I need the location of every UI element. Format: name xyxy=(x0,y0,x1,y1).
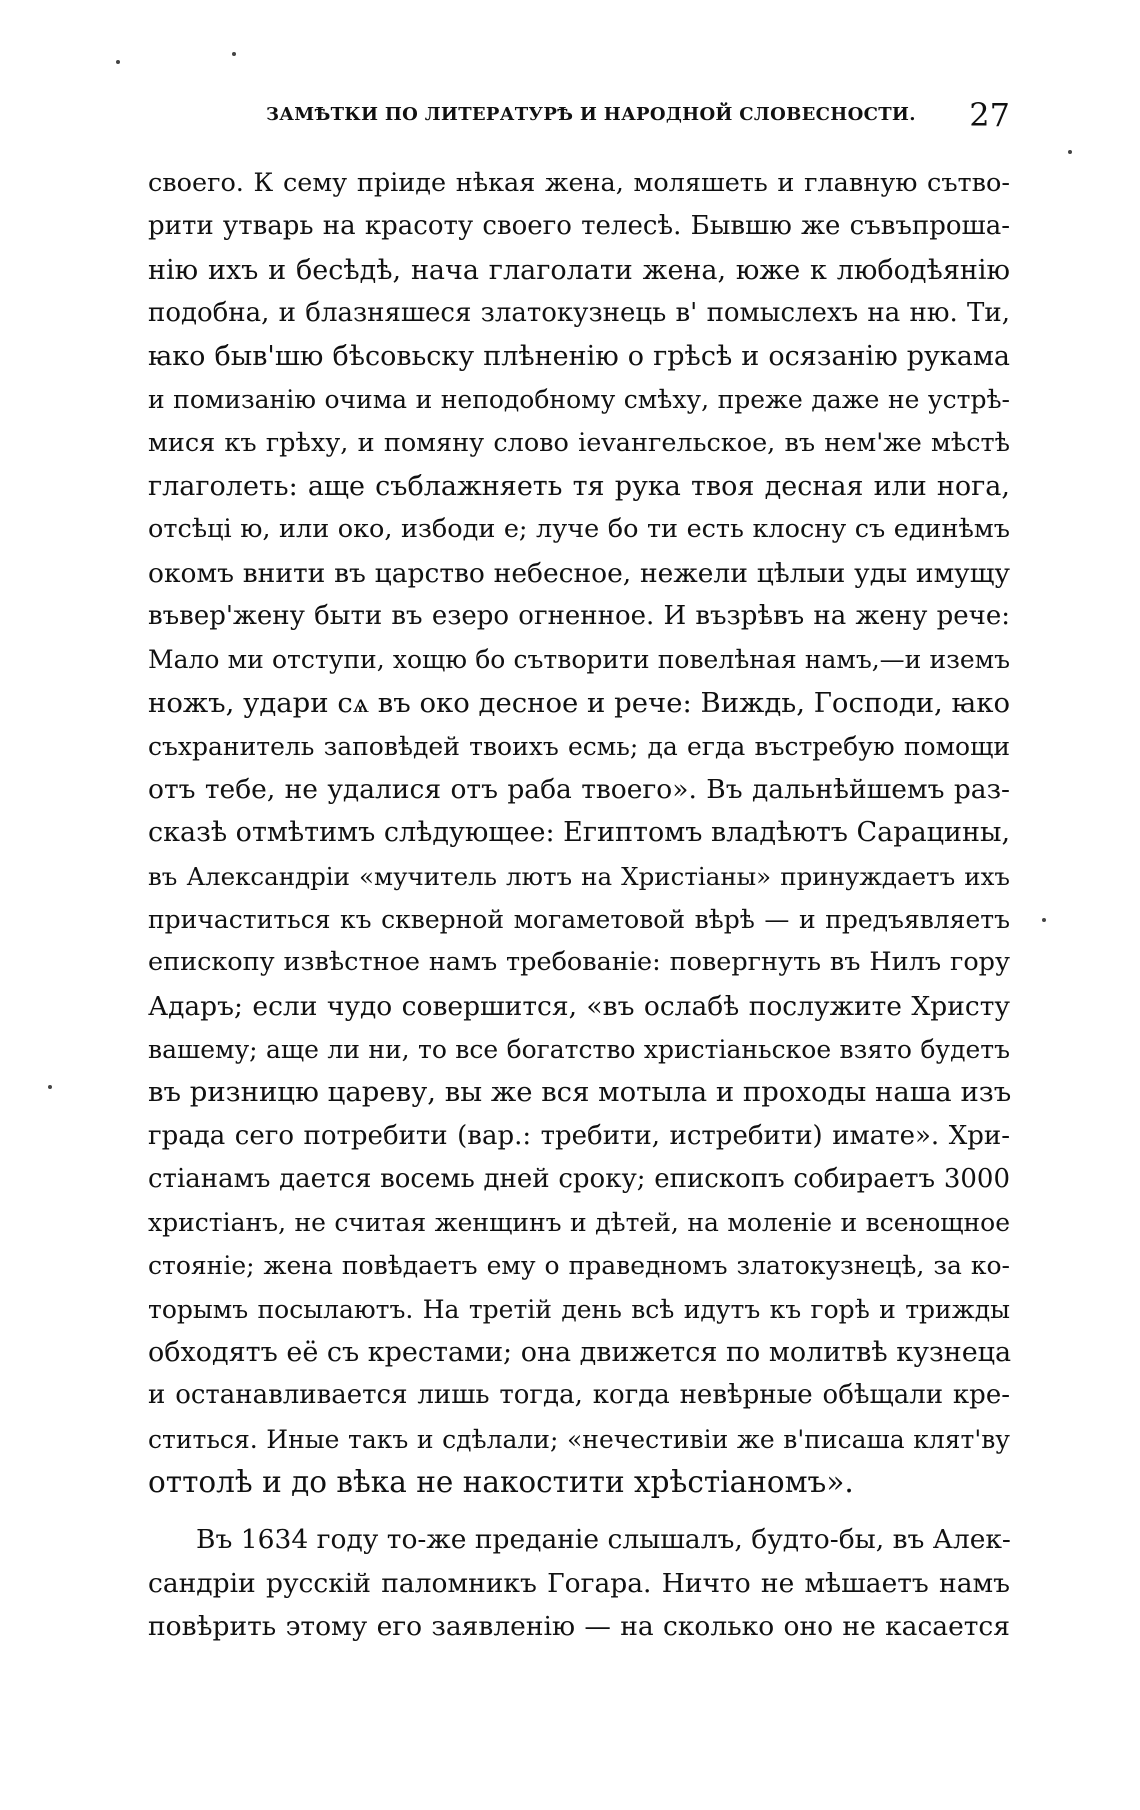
text-line: ножъ, удари сѧ въ око десное и рече: Виждь, Господи, ꙗко xyxy=(148,686,1010,719)
text-line: ꙗко быв'шю бѣсовьску плѣненiю о грѣсѣ и осязанiю рукама xyxy=(148,341,1010,373)
running-head: ЗАМѢТКИ ПО ЛИТЕРАТУРѢ И НАРОДНОЙ СЛОВЕСНОСТИ. xyxy=(266,104,916,125)
text-line: христiанъ, не считая женщинъ и дѣтей, на моленiе и всенощное xyxy=(148,1208,1010,1238)
text-line: Адаръ; если чудо совершится, «въ ослабѣ послужите Христу xyxy=(148,990,1010,1022)
text-line: стоянiе; жена повѣдаетъ ему о праведномъ златокузнецѣ, за ко- xyxy=(148,1251,1010,1281)
text-line: подобна, и блазняшеся златокузнець в' помыслехъ на ню. Ти, xyxy=(148,297,1010,328)
text-line: Въ 1634 году то-же преданiе слышалъ, будто-бы, въ Алек- xyxy=(196,1524,1011,1556)
text-line: и останавливается лишь тогда, когда невѣрные обѣщали кре- xyxy=(148,1380,1010,1411)
print-speck xyxy=(116,60,120,64)
text-line: епископу извѣстное намъ требованiе: повергнуть въ Нилъ гору xyxy=(148,947,1010,978)
page-header xyxy=(150,96,1010,136)
text-line: обходятъ её съ крестами; она движется по молитвѣ кузнеца xyxy=(148,1337,1012,1369)
text-line: и помизанiю очима и неподобному смѣху, преже даже не устрѣ- xyxy=(148,385,1010,415)
text-line: въ ризницю цареву, вы же вся мотыла и проходы наша изъ xyxy=(148,1076,1012,1109)
print-speck xyxy=(1068,150,1072,154)
paragraph-gap xyxy=(148,1504,1010,1518)
print-speck xyxy=(232,52,236,56)
body-text xyxy=(148,162,1010,1648)
page-number: 27 xyxy=(969,96,1010,134)
text-line: повѣрить этому его заявленiю — на сколько оно не касается xyxy=(148,1610,1010,1642)
text-line: причаститься къ скверной могаметовой вѣрѣ — и предъявляетъ xyxy=(148,905,1010,935)
text-line: Мало ми отступи, хощю бо сътворити повелѣная намъ,—и иземъ xyxy=(148,645,1010,675)
print-speck xyxy=(1042,918,1046,922)
text-line: града сего потребити (вар.: требити, истребити) имате». Хри- xyxy=(148,1120,1010,1151)
text-line: въвер'жену быти въ езеро огненное. И възрѣвъ на жену рече: xyxy=(148,600,1010,631)
text-line: въ Александрiи «мучитель лютъ на Христiаны» принуждаетъ ихъ xyxy=(148,861,1010,891)
text-line: отъ тебе, не удалися отъ раба твоего». Въ дальнѣйшемъ раз- xyxy=(148,774,1010,806)
text-line: ститься. Иные такъ и сдѣлали; «нечестивiи же в'писаша клят'ву xyxy=(148,1424,1010,1454)
text-line: оттолѣ и до вѣка не накостити хрѣстiаномъ». xyxy=(148,1464,854,1499)
text-line: сандрiи русскiй паломникъ Гогара. Ничто не мѣшаетъ намъ xyxy=(148,1567,1010,1599)
text-line: отсѣцi ю, или око, избоди е; луче бо ти есть клосну съ единѣмъ xyxy=(148,514,1010,545)
text-line: торымъ посылаютъ. На третiй день всѣ идутъ къ горѣ и трижды xyxy=(148,1294,1010,1324)
text-line: окомъ внити въ царство небесное, нежели цѣлыи уды имущу xyxy=(148,557,1010,589)
text-line: своего. К сему прiиде нѣкая жена, моляшеть и главную сътво- xyxy=(148,168,1010,198)
text-line: стiанамъ дается восемь дней сроку; епископъ собираетъ 3000 xyxy=(148,1163,1010,1194)
text-line: глаголеть: аще съблажняеть тя рука твоя десная или нога, xyxy=(148,471,1010,503)
print-speck xyxy=(48,1085,52,1089)
text-line: мися къ грѣху, и помяну слово iеvангельское, въ нем'же мѣстѣ xyxy=(148,427,1010,458)
text-line: рити утварь на красоту своего телесѣ. Бывшю же съвъпроша- xyxy=(148,211,1010,242)
text-line: вашему; аще ли ни, то все богатство христiаньское взято будетъ xyxy=(148,1034,1010,1064)
text-line: нiю ихъ и бесѣдѣ, нача глаголати жена, юже к любодѣянiю xyxy=(148,254,1010,286)
text-line: сказѣ отмѣтимъ слѣдующее: Египтомъ владѣютъ Сарацины, xyxy=(148,817,1011,849)
text-line: съхранитель заповѣдей твоихъ есмь; да егда въстребую помощи xyxy=(148,731,1010,761)
